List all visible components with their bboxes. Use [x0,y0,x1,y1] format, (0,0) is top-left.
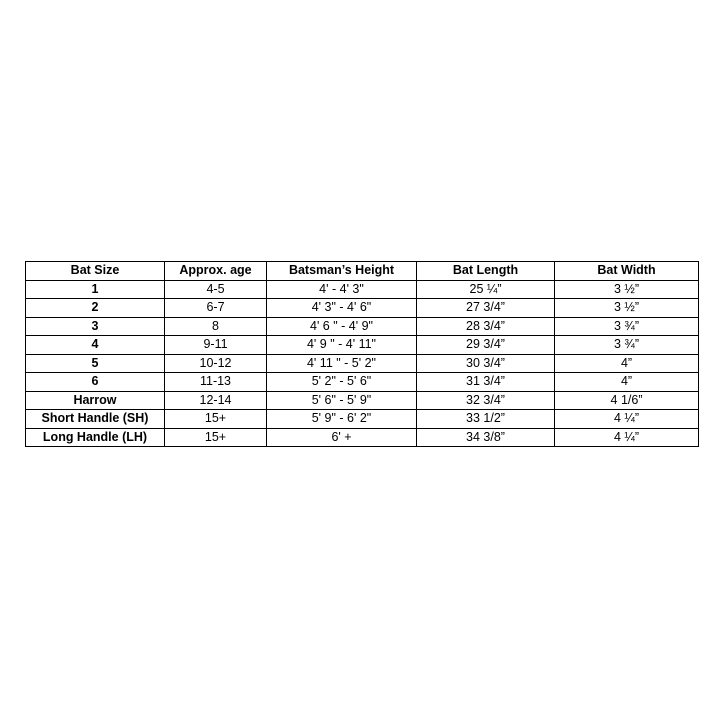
cell-bat-length: 29 3/4” [417,336,555,355]
cell-bat-size: Long Handle (LH) [26,428,165,447]
cell-approx-age: 4-5 [165,280,267,299]
cell-batsman-height: 4' 11 " - 5' 2" [267,354,417,373]
header-batsman-height: Batsman’s Height [267,262,417,281]
cell-batsman-height: 6' + [267,428,417,447]
header-bat-size: Bat Size [26,262,165,281]
cell-batsman-height: 5' 9" - 6' 2" [267,410,417,429]
cell-bat-length: 27 3/4” [417,299,555,318]
cell-bat-size: 5 [26,354,165,373]
cell-approx-age: 11-13 [165,373,267,392]
cell-batsman-height: 5' 2" - 5' 6" [267,373,417,392]
table-row [26,299,699,318]
cell-approx-age: 12-14 [165,391,267,410]
cell-bat-length: 34 3/8” [417,428,555,447]
table-row [26,373,699,392]
table-row [26,354,699,373]
table-row [26,317,699,336]
cell-bat-size: 2 [26,299,165,318]
cell-bat-size: 4 [26,336,165,355]
cell-bat-length: 30 3/4” [417,354,555,373]
table-row [26,336,699,355]
cell-bat-length: 28 3/4” [417,317,555,336]
cell-bat-width: 4 ¼” [555,410,699,429]
bat-size-table [25,261,699,447]
table-row [26,391,699,410]
header-approx-age: Approx. age [165,262,267,281]
cell-bat-length: 31 3/4” [417,373,555,392]
cell-bat-length: 32 3/4” [417,391,555,410]
cell-batsman-height: 4' 6 " - 4' 9" [267,317,417,336]
cell-approx-age: 15+ [165,428,267,447]
cell-approx-age: 15+ [165,410,267,429]
cell-approx-age: 10-12 [165,354,267,373]
cell-bat-length: 33 1/2” [417,410,555,429]
cell-approx-age: 9-11 [165,336,267,355]
table-row [26,428,699,447]
cell-bat-length: 25 ¼” [417,280,555,299]
cell-bat-width: 4 1/6” [555,391,699,410]
table-row [26,410,699,429]
table-row [26,280,699,299]
cell-batsman-height: 5' 6" - 5' 9" [267,391,417,410]
cell-bat-width: 3 ½” [555,299,699,318]
cell-bat-size: 3 [26,317,165,336]
cell-batsman-height: 4' - 4' 3" [267,280,417,299]
cell-bat-width: 4” [555,354,699,373]
cell-batsman-height: 4' 9 " - 4' 11" [267,336,417,355]
cell-bat-size: 1 [26,280,165,299]
table-body [26,280,699,447]
header-row [26,262,699,281]
cell-bat-width: 3 ¾” [555,317,699,336]
cell-approx-age: 6-7 [165,299,267,318]
cell-batsman-height: 4' 3" - 4' 6" [267,299,417,318]
header-bat-width: Bat Width [555,262,699,281]
cell-bat-width: 3 ¾” [555,336,699,355]
cell-bat-size: 6 [26,373,165,392]
cell-bat-width: 3 ½” [555,280,699,299]
cell-bat-width: 4 ¼” [555,428,699,447]
cell-bat-width: 4” [555,373,699,392]
cell-approx-age: 8 [165,317,267,336]
cell-bat-size: Short Handle (SH) [26,410,165,429]
cell-bat-size: Harrow [26,391,165,410]
header-bat-length: Bat Length [417,262,555,281]
table-header [26,262,699,281]
